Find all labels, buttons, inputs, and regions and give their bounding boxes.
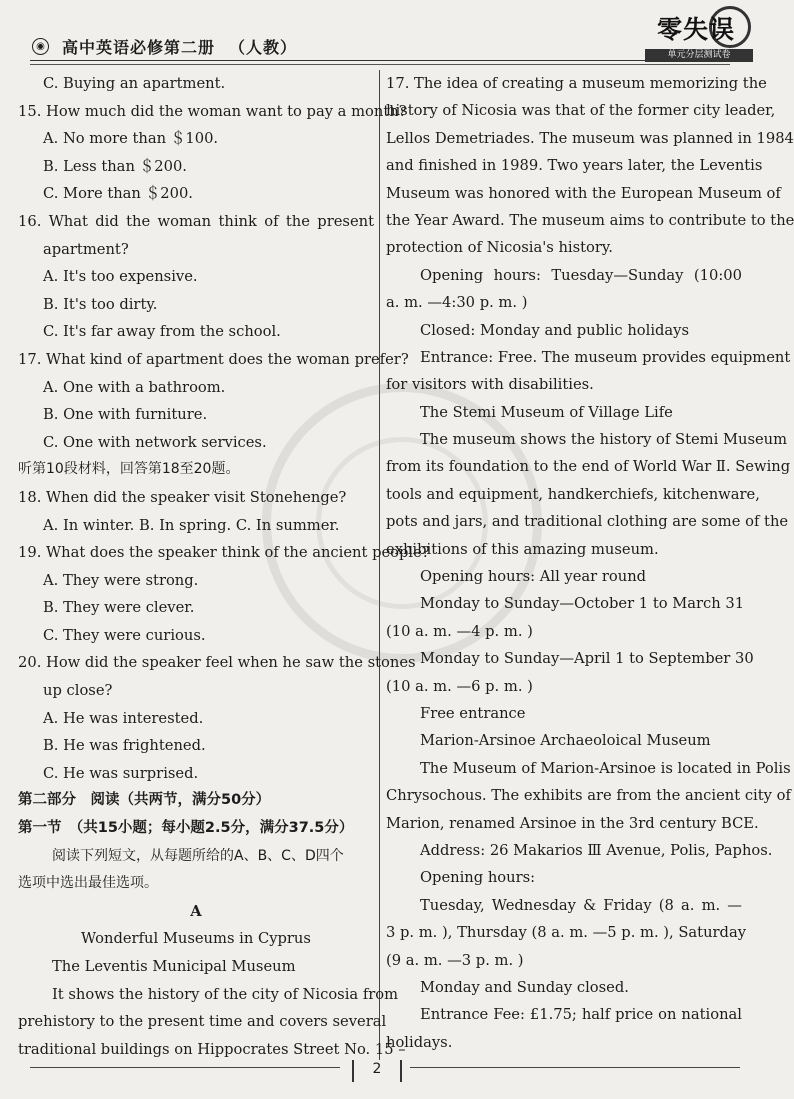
right-line: Address: 26 Makarios Ⅲ Avenue, Polis, Paphos. bbox=[420, 841, 773, 859]
header-rule-thin bbox=[30, 64, 730, 65]
right-line: tools and equipment, handkerchiefs, kitchenware, bbox=[386, 485, 760, 503]
left-line: 阅读下列短文，从每题所给的A、B、C、D四个 bbox=[52, 847, 344, 864]
left-line: C. One with network services. bbox=[43, 433, 267, 451]
left-line: 选项中选出最佳选项。 bbox=[18, 875, 158, 892]
book-title bbox=[62, 35, 297, 58]
header-rule bbox=[30, 60, 730, 61]
right-line: Opening hours: Tuesday—Sunday (10:00 bbox=[420, 266, 742, 284]
right-line: Marion-Arsinoe Archaeoloical Museum bbox=[420, 732, 711, 750]
question-line: 17. What kind of apartment does the woman prefer? bbox=[18, 350, 409, 368]
right-line: Opening hours: All year round bbox=[420, 568, 647, 586]
left-line: C. More than ＄200. bbox=[43, 185, 193, 203]
right-line: (10 a. m. —4 p. m. ) bbox=[386, 622, 533, 640]
question-line: 19. What does the speaker think of the ancient people? bbox=[18, 544, 430, 562]
left-line: 听第10段材料，回答第18至20题。 bbox=[18, 461, 240, 478]
left-line: C. He was surprised. bbox=[43, 764, 199, 782]
left-line: C. Buying an apartment. bbox=[43, 75, 226, 92]
right-line: The museum shows the history of Stemi Museum bbox=[420, 431, 788, 449]
passage-label: A bbox=[190, 902, 202, 920]
left-line: C. They were curious. bbox=[43, 626, 206, 644]
left-line: B. One with furniture. bbox=[43, 406, 208, 424]
left-line: traditional buildings on Hippocrates Street No. 15 – bbox=[18, 1040, 406, 1058]
series-logo bbox=[645, 4, 750, 59]
right-line: pots and jars, and traditional clothing are some of the bbox=[386, 513, 789, 531]
page-number: 2 bbox=[372, 1061, 382, 1077]
passage-title: Wonderful Museums in Cyprus bbox=[81, 930, 311, 948]
right-line: exhibitions of this amazing museum. bbox=[386, 540, 659, 558]
right-line: Entrance: Free. The museum provides equipment bbox=[420, 348, 791, 366]
right-line: protection of Nicosia's history. bbox=[386, 239, 613, 257]
right-line: and finished in 1989. Two years later, the Leventis bbox=[386, 157, 763, 175]
book-edition: （人教） bbox=[229, 38, 298, 57]
question-line: 15. How much did the woman want to pay a month? bbox=[18, 102, 407, 120]
right-line: The Museum of Marion-Arsinoe is located in Polis bbox=[420, 759, 791, 777]
left-line: It shows the history of the city of Nicosia from bbox=[52, 985, 399, 1003]
right-line: Marion, renamed Arsinoe in the 3rd century BCE. bbox=[386, 814, 759, 832]
right-line: holidays. bbox=[386, 1033, 453, 1051]
left-line: B. Less than ＄200. bbox=[43, 157, 187, 175]
right-line: for visitors with disabilities. bbox=[386, 376, 594, 394]
left-line: B. He was frightened. bbox=[43, 737, 206, 755]
right-line: Tuesday, Wednesday & Friday (8 a. m. — bbox=[420, 896, 742, 914]
right-line: Free entrance bbox=[420, 704, 526, 722]
left-line: C. It's far away from the school. bbox=[43, 323, 281, 341]
left-line: A. They were strong. bbox=[43, 571, 199, 589]
right-line: Monday to Sunday—April 1 to September 30 bbox=[420, 650, 754, 668]
right-line: Monday to Sunday—October 1 to March 31 bbox=[420, 595, 745, 613]
right-line: Monday and Sunday closed. bbox=[420, 978, 629, 996]
book-icon: ◉ bbox=[32, 38, 49, 55]
page-header bbox=[0, 0, 790, 70]
right-line: Museum was honored with the European Museum of bbox=[386, 184, 781, 202]
right-column bbox=[386, 70, 794, 1056]
left-line: B. They were clever. bbox=[43, 599, 195, 617]
left-line: up close? bbox=[43, 682, 113, 700]
left-line: A. One with a bathroom. bbox=[43, 378, 226, 396]
logo-subtitle: 单元分层测试卷 bbox=[645, 49, 753, 62]
right-line: Chrysochous. The exhibits are from the ancient city of bbox=[386, 787, 791, 805]
question-line: 18. When did the speaker visit Stonehenge? bbox=[18, 488, 347, 506]
left-line: A. He was interested. bbox=[43, 709, 204, 727]
right-line: (10 a. m. —6 p. m. ) bbox=[386, 677, 533, 695]
right-line: a. m. —4:30 p. m. ) bbox=[386, 294, 528, 312]
footer-rule-left bbox=[30, 1067, 340, 1068]
left-line: A. No more than ＄100. bbox=[43, 130, 219, 148]
left-line: A. In winter. B. In spring. C. In summer. bbox=[43, 516, 340, 534]
right-line: Opening hours: bbox=[420, 869, 536, 887]
left-line: prehistory to the present time and covers several bbox=[18, 1013, 387, 1031]
left-line: The Leventis Municipal Museum bbox=[52, 958, 296, 975]
left-line: apartment? bbox=[43, 240, 129, 258]
column-divider bbox=[379, 70, 380, 1060]
left-line: B. It's too dirty. bbox=[43, 295, 158, 313]
right-line: the Year Award. The museum aims to contribute to the bbox=[386, 211, 794, 229]
section-heading: 第二部分 阅读（共两节，满分50分） bbox=[18, 792, 271, 809]
logo-text: 零失误 bbox=[657, 15, 736, 44]
book-title-text: 高中英语必修第二册 bbox=[62, 38, 216, 57]
right-line: Closed: Monday and public holidays bbox=[420, 321, 690, 339]
right-line: Lellos Demetriades. The museum was planned in 1984 bbox=[386, 129, 794, 147]
section-heading: 第一节 （共15小题；每小题2.5分，满分37.5分） bbox=[18, 820, 354, 837]
right-line: from its foundation to the end of World War Ⅱ. Sewing bbox=[386, 458, 791, 476]
left-line: A. It's too expensive. bbox=[43, 268, 198, 286]
right-line: 17. The idea of creating a museum memorizing the bbox=[386, 75, 767, 92]
right-line: Entrance Fee: £1.75; half price on national bbox=[420, 1006, 742, 1024]
right-line: 3 p. m. ), Thursday (8 a. m. —5 p. m. ), Saturday bbox=[386, 924, 747, 942]
question-line: 16. What did the woman think of the present bbox=[18, 212, 374, 230]
footer-rule-right bbox=[410, 1067, 740, 1068]
right-line: (9 a. m. —3 p. m. ) bbox=[386, 951, 524, 969]
right-line: history of Nicosia was that of the former city leader, bbox=[386, 102, 776, 120]
right-line: The Stemi Museum of Village Life bbox=[420, 403, 673, 421]
question-line: 20. How did the speaker feel when he saw the stones bbox=[18, 654, 416, 672]
